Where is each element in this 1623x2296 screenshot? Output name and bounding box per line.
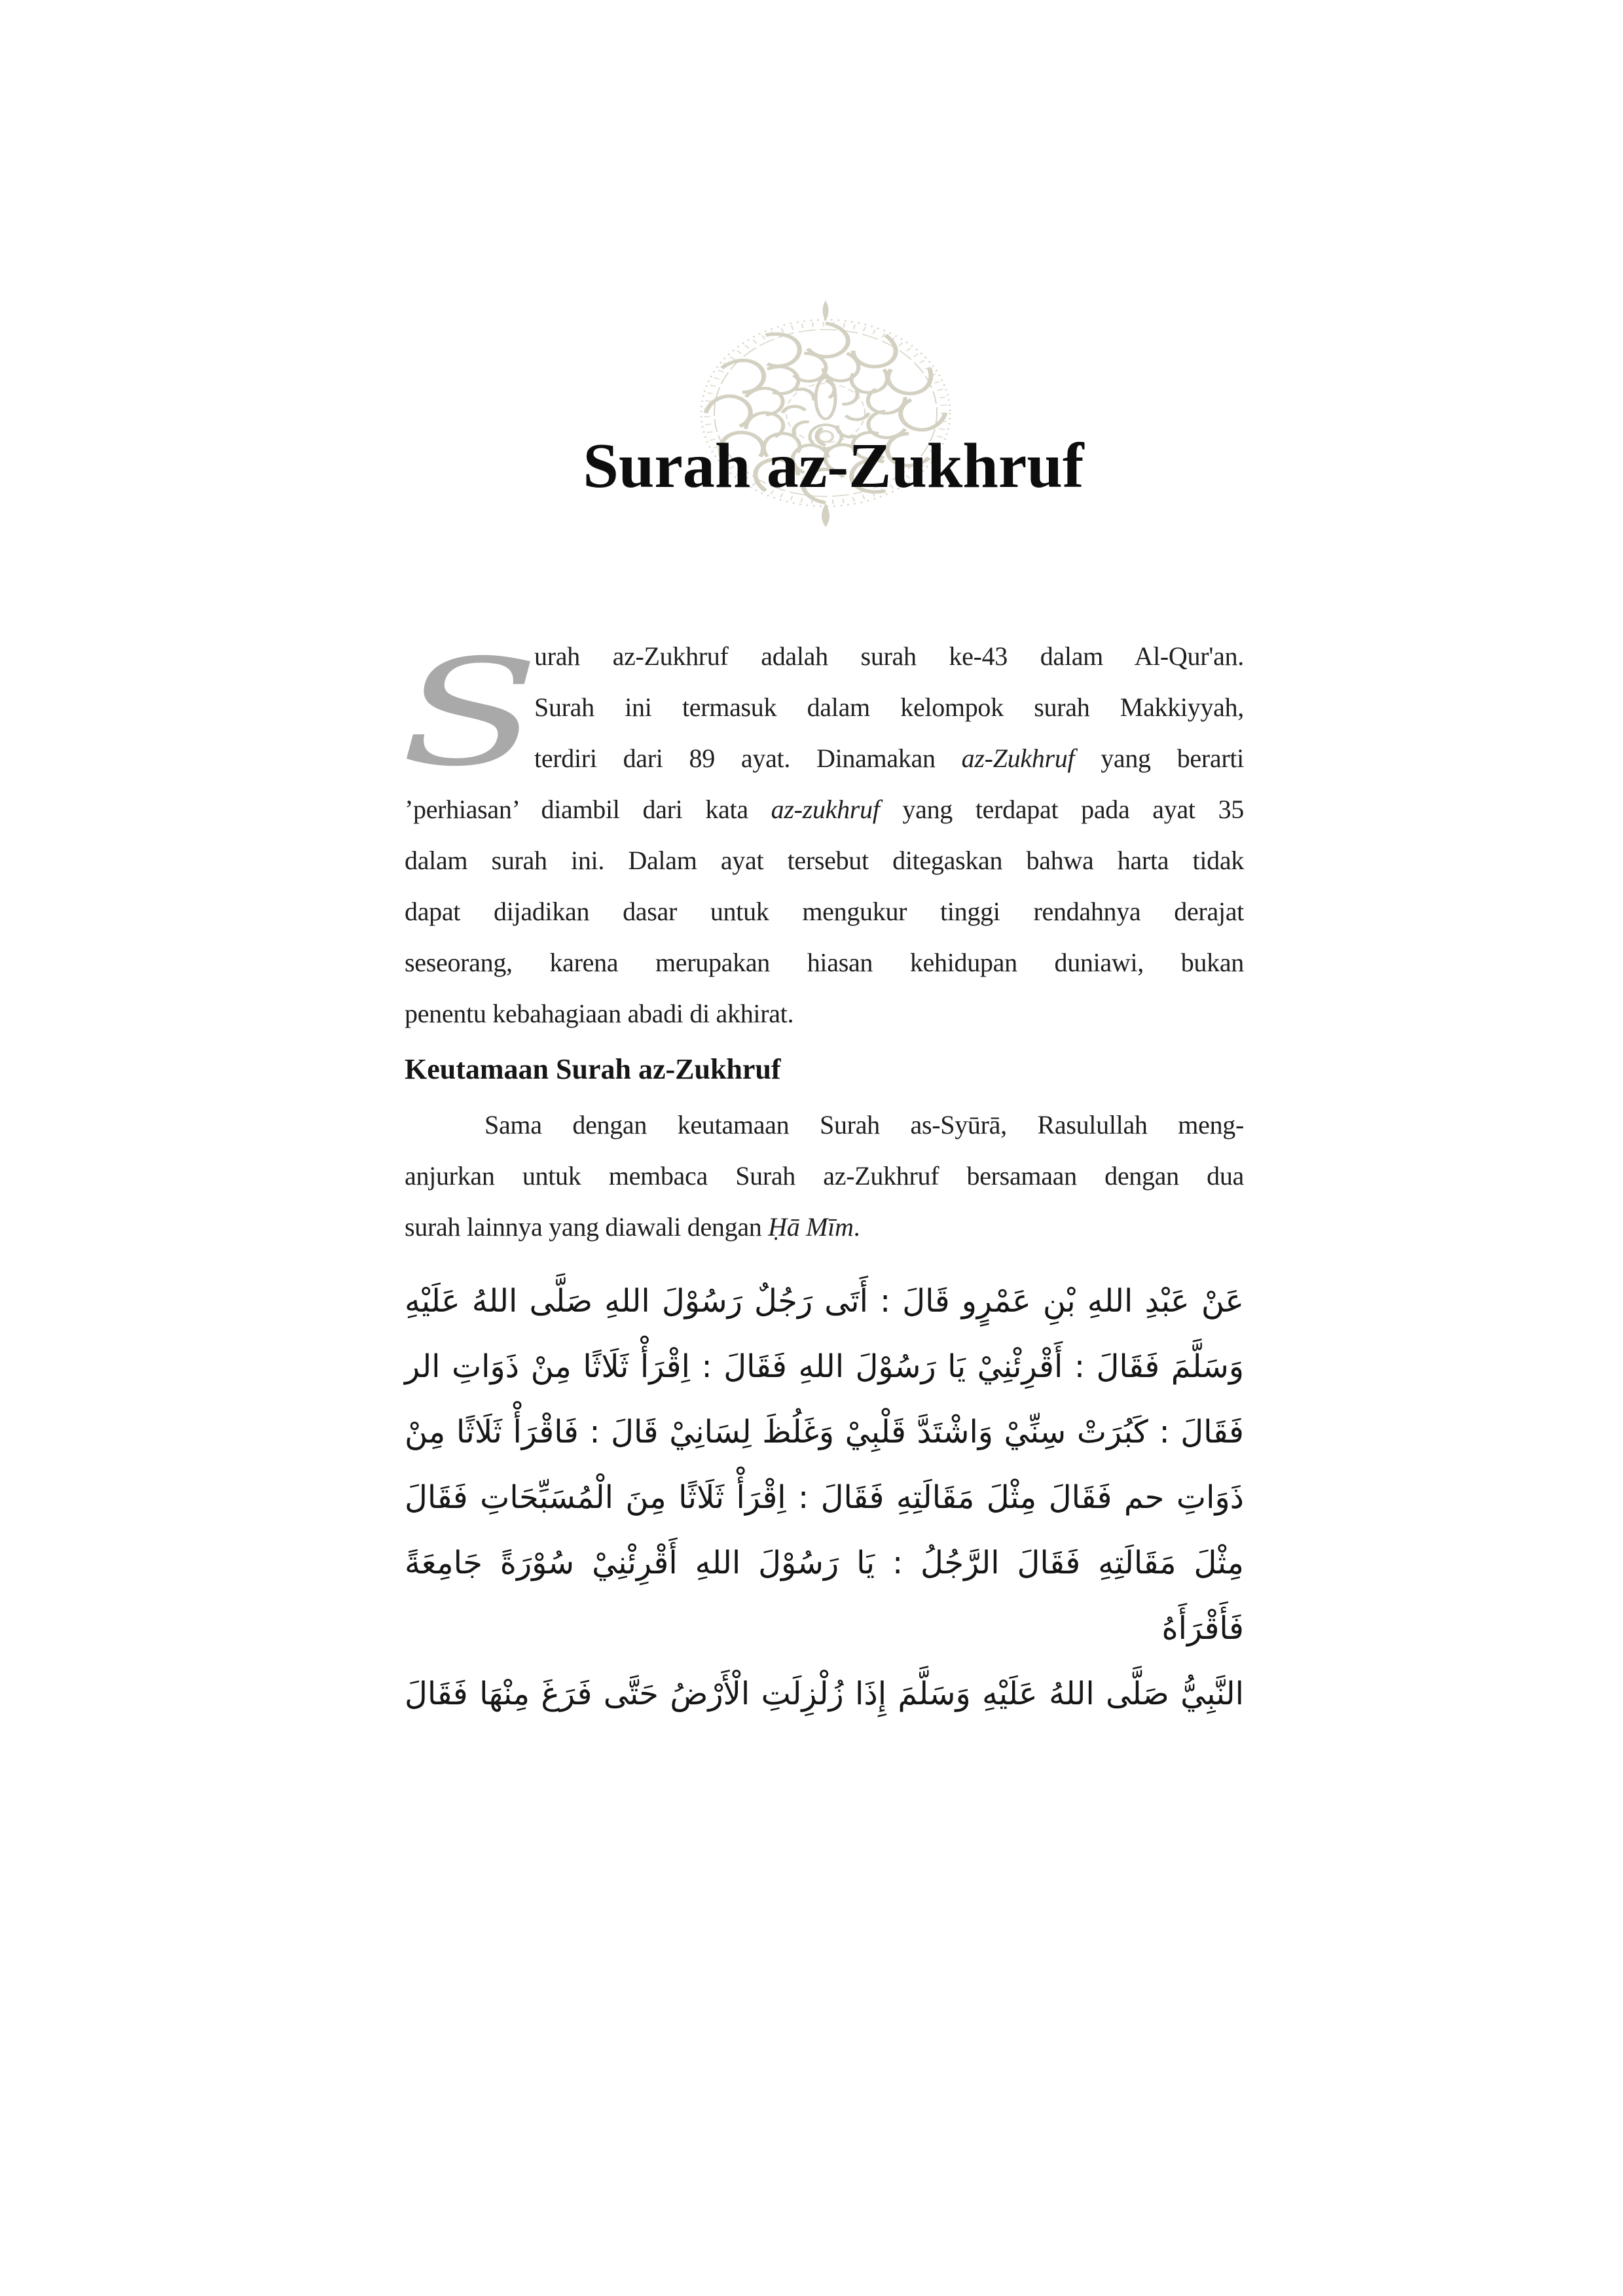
keutamaan-paragraph — [405, 1100, 1244, 1253]
text-segment: surah lainnya yang diawali dengan — [405, 1212, 769, 1242]
intro-line-3 — [534, 733, 1244, 784]
medallion-top-finial — [823, 300, 829, 321]
intro-line-8 — [405, 988, 1244, 1039]
italic-term: Ḥā Mīm — [768, 1212, 854, 1242]
text-segment: penentu kebahagiaan abadi di akhirat. — [405, 999, 794, 1028]
medallion-petal — [782, 406, 805, 413]
page-title: Surah az-Zukhruf — [583, 431, 1084, 501]
italic-term: az-zukhruf — [771, 795, 880, 824]
intro-paragraph — [405, 631, 1244, 1039]
medallion-petal — [795, 386, 817, 403]
text-segment: Surah ini termasuk dalam kelompok surah Makkiyyah, — [534, 692, 1244, 722]
hadith-line-2: وَسَلَّمَ فَقَالَ : أَقْرِئْنِيْ يَا رَسُوْلَ اللهِ فَقَالَ : اِقْرَأْ ثَلَاثًا مِنْ ذَوَاتِ الر — [405, 1348, 1244, 1385]
text-segment: seseorang, karena merupakan hiasan kehidupan duniawi, bukan — [405, 948, 1244, 977]
text-segment: dalam surah ini. Dalam ayat tersebut ditegaskan bahwa harta tidak — [405, 846, 1244, 875]
medallion-petal — [713, 353, 772, 396]
text-segment: ’perhiasan’ diambil dari kata — [405, 795, 771, 824]
intro-line-6 — [405, 886, 1244, 937]
hadith-line-5: مِثْلَ مَقَالَتِهِ فَقَالَ الرَّجُلُ : يَا رَسُوْلَ اللهِ أَقْرِئْنِيْ سُوْرَةً جَامِعَةً فَأَقْرَأَهُ — [405, 1545, 1244, 1647]
hadith-line-1: عَنْ عَبْدِ اللهِ بْنِ عَمْرٍو قَالَ : أَتَى رَجُلٌ رَسُوْلَ اللهِ صَلَّى اللهُ عَلَيْهِ — [405, 1283, 1244, 1319]
hadith-line-4: ذَوَاتِ حم فَقَالَ مِثْلَ مَقَالَتِهِ فَقَالَ : اِقْرَأْ ثَلَاثًا مِنَ الْمُسَبِّحَاتِ فَقَالَ — [405, 1479, 1244, 1516]
text-segment: anjurkan untuk membaca Surah az-Zukhruf bersamaan dengan dua — [405, 1161, 1244, 1191]
hadith-line-6: النَّبِيُّ صَلَّى اللهُ عَلَيْهِ وَسَلَّمَ إِذَا زُلْزِلَتِ الْأَرْضُ حَتَّى فَرَغَ مِنْهَا فَقَالَ — [405, 1676, 1244, 1712]
medallion-petal — [901, 400, 945, 430]
intro-line-2 — [534, 682, 1244, 733]
intro-line-5 — [405, 835, 1244, 886]
keutamaan-line-3 — [405, 1202, 1244, 1253]
medallion-petal — [706, 396, 750, 426]
section-heading: Keutamaan Surah az-Zukhruf — [405, 1053, 781, 1085]
intro-line-7 — [405, 937, 1244, 988]
text-segment: terdiri dari 89 ayat. Dinamakan — [534, 744, 962, 773]
text-segment: urah az-Zukhruf adalah surah ke-43 dalam Al-Qur'an. — [534, 641, 1244, 671]
text-segment: yang berarti — [1074, 744, 1244, 773]
text-segment: yang terdapat pada ayat 35 — [879, 795, 1245, 824]
medallion-petal — [808, 323, 848, 357]
text-segment: . — [853, 1212, 860, 1242]
text-segment: Sama dengan keutamaan Surah as-Syūrā, Rasulullah meng- — [484, 1110, 1244, 1139]
medallion-petal — [826, 381, 835, 398]
keutamaan-line-1 — [405, 1100, 1244, 1151]
hadith-line-3: فَقَالَ : كَبُرَتْ سِنِّيْ وَاشْتَدَّ قَلْبِيْ وَغَلُظَ لِسَانِيْ قَالَ : فَاقْرَأْ ثَلَاثًا مِنْ — [405, 1414, 1244, 1450]
drop-cap-letter: S — [401, 628, 539, 798]
italic-term: az-Zukhruf — [961, 744, 1075, 773]
medallion-petal — [848, 329, 905, 372]
intro-line-1 — [534, 631, 1244, 682]
text-segment: dapat dijadikan dasar untuk mengukur tinggi rendahnya derajat — [405, 897, 1244, 926]
intro-line-4 — [405, 784, 1244, 835]
keutamaan-line-2 — [405, 1151, 1244, 1202]
hadith-arabic-block — [405, 1268, 1244, 1727]
